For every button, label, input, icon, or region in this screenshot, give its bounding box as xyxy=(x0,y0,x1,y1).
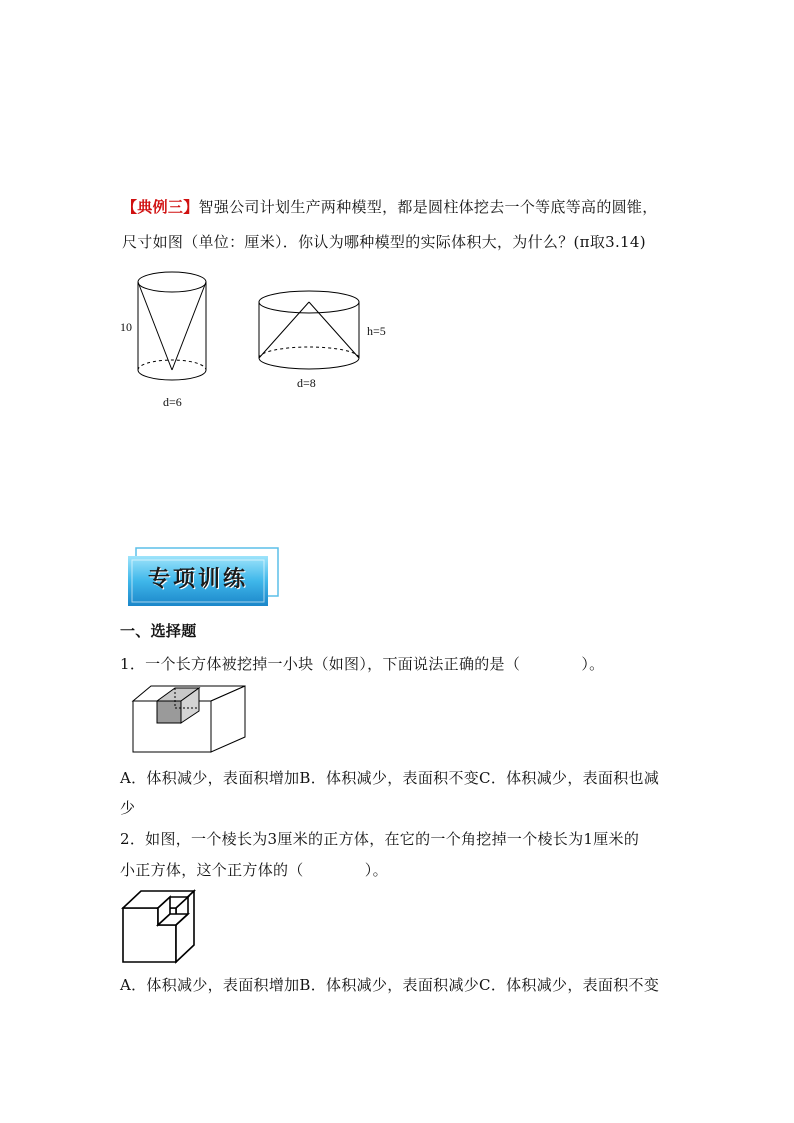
figure2-height-label: h=5 xyxy=(367,324,386,338)
example-tag: 【典例三】 xyxy=(122,198,199,216)
question-1-options-line-2: 少 xyxy=(120,799,136,817)
example-line-1 xyxy=(122,197,658,217)
figure1-diameter-label: d=6 xyxy=(163,395,182,409)
figure1-height-label: 10 xyxy=(120,320,132,334)
example-text-1: 智强公司计划生产两种模型，都是圆柱体挖去一个等底等高的圆锥， xyxy=(198,198,658,216)
banner-title: 专项训练 xyxy=(147,567,248,592)
example-line-2: 尺寸如图（单位：厘米）．你认为哪种模型的实际体积大，为什么？(π取3.14) xyxy=(122,233,646,251)
cuboid-figure xyxy=(130,683,260,763)
section-title: 一、选择题 xyxy=(120,622,197,640)
cylinder-figure-2 xyxy=(256,288,376,388)
cylinder-figure-1 xyxy=(130,262,240,402)
question-2-stem-line-1: 2．如图，一个棱长为3厘米的正方体，在它的一个角挖掉一个棱长为1厘米的 xyxy=(120,830,640,848)
question-1-stem: 1．一个长方体被挖掉一小块（如图），下面说法正确的是（ ）。 xyxy=(120,655,605,673)
question-2-options-line-1: A．体积减少，表面积增加B．体积减少，表面积减少C．体积减少，表面积不变 xyxy=(120,976,660,994)
section-banner xyxy=(128,548,278,608)
question-1-options-line-1: A．体积减少，表面积增加B．体积减少，表面积不变C．体积减少，表面积也减 xyxy=(120,769,660,787)
figure2-diameter-label: d=8 xyxy=(297,376,316,390)
cube-figure xyxy=(121,888,211,968)
question-2-stem-line-2: 小正方体，这个正方体的（ ）。 xyxy=(120,861,388,879)
